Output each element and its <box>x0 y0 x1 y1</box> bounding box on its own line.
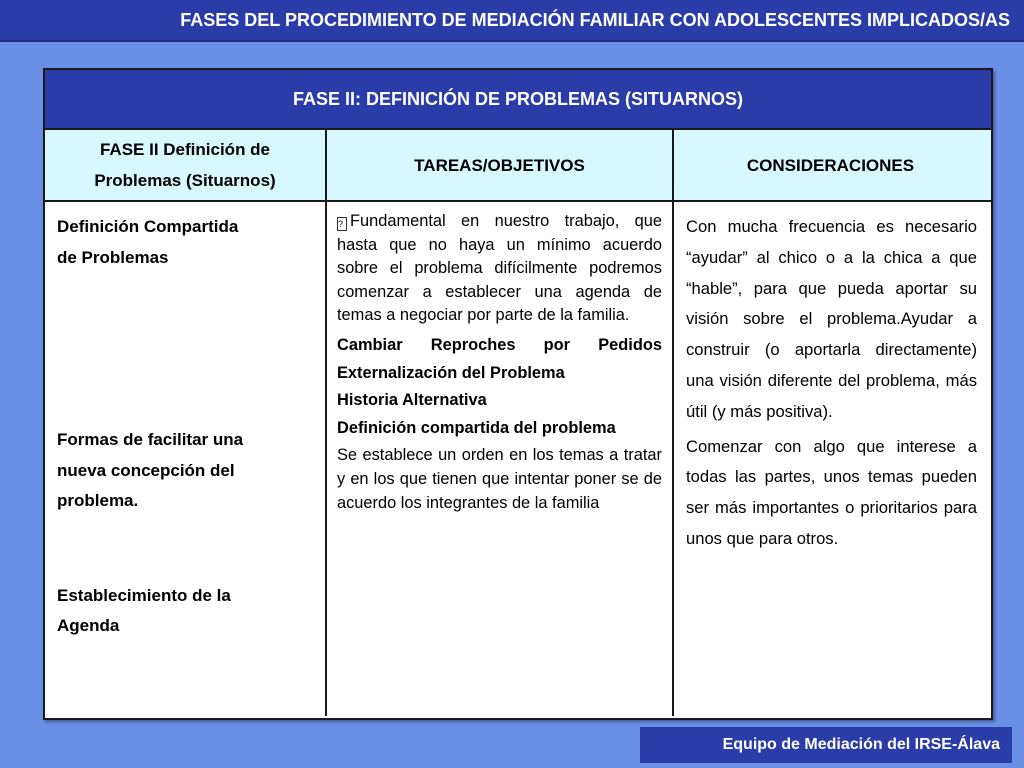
bullet-icon: ? <box>337 217 347 231</box>
phase-item-new-conception: Formas de facilitar una nueva concepción del problema. <box>57 430 244 510</box>
phase-title: FASE II: DEFINICIÓN DE PROBLEMAS (SITUARNOS) <box>292 88 744 109</box>
task-order: Se establece un orden en los temas a tratar y en los que tienen que intentar poner se de acuerdo los integrantes de la familia <box>337 446 662 512</box>
column-header-considerations-label: CONSIDERACIONES <box>746 155 915 175</box>
table-row <box>45 202 991 716</box>
column-header-tasks-label: TAREAS/OBJETIVOS <box>414 155 585 175</box>
slide-title: FASES DEL PROCEDIMIENTO DE MEDIACIÓN FAMILIAR CON ADOLESCENTES IMPLICADOS/AS <box>180 9 1010 30</box>
phase-header <box>45 70 991 130</box>
task-externalization: Externalización del Problema <box>337 363 565 382</box>
task-alternative-story: Historia Alternativa <box>337 391 487 410</box>
column-headers <box>45 130 991 202</box>
phase-table <box>43 68 993 720</box>
phase-cell <box>45 202 327 716</box>
task-fundamental: ? Fundamental en nuestro trabajo, que hasta que no haya un mínimo acuerdo sobre el problema difícilmente podremos comenzar a establecer una agenda de temas a negociar por parte de la familia. <box>337 212 662 325</box>
task-reproaches: Cambiar Reproches por Pedidos <box>337 335 662 354</box>
considerations-cell <box>674 202 987 716</box>
column-header-tasks <box>327 130 674 200</box>
phase-item-shared-definition: Definición Compartida de Problemas <box>57 217 239 267</box>
tasks-cell <box>327 202 674 716</box>
footer-label: Equipo de Mediación del IRSE-Álava <box>722 736 1000 753</box>
column-header-phase-line1: FASE II Definición de <box>99 140 271 159</box>
slide-title-bar <box>0 0 1024 42</box>
footer-bar <box>640 727 1012 763</box>
column-header-considerations <box>674 130 987 200</box>
task-shared-definition: Definición compartida del problema <box>337 418 616 437</box>
column-header-phase-line2: Problemas (Situarnos) <box>94 171 276 190</box>
consideration-common-interest: Comenzar con algo que interese a todas las partes, unos temas pueden ser más importantes o prioritarios para unos que para otros. <box>686 436 977 548</box>
consideration-help-speak: Con mucha frecuencia es necesario “ayudar” al chico o a la chica a que “hable”, para que pueda aportar su visión sobre el problema.Ayudar a construir (o aportarla directamente) una visión diferente del problema, más útil (y más positiva). <box>686 217 977 421</box>
phase-item-agenda: Establecimiento de la Agenda <box>57 585 231 635</box>
column-header-phase <box>45 130 327 200</box>
